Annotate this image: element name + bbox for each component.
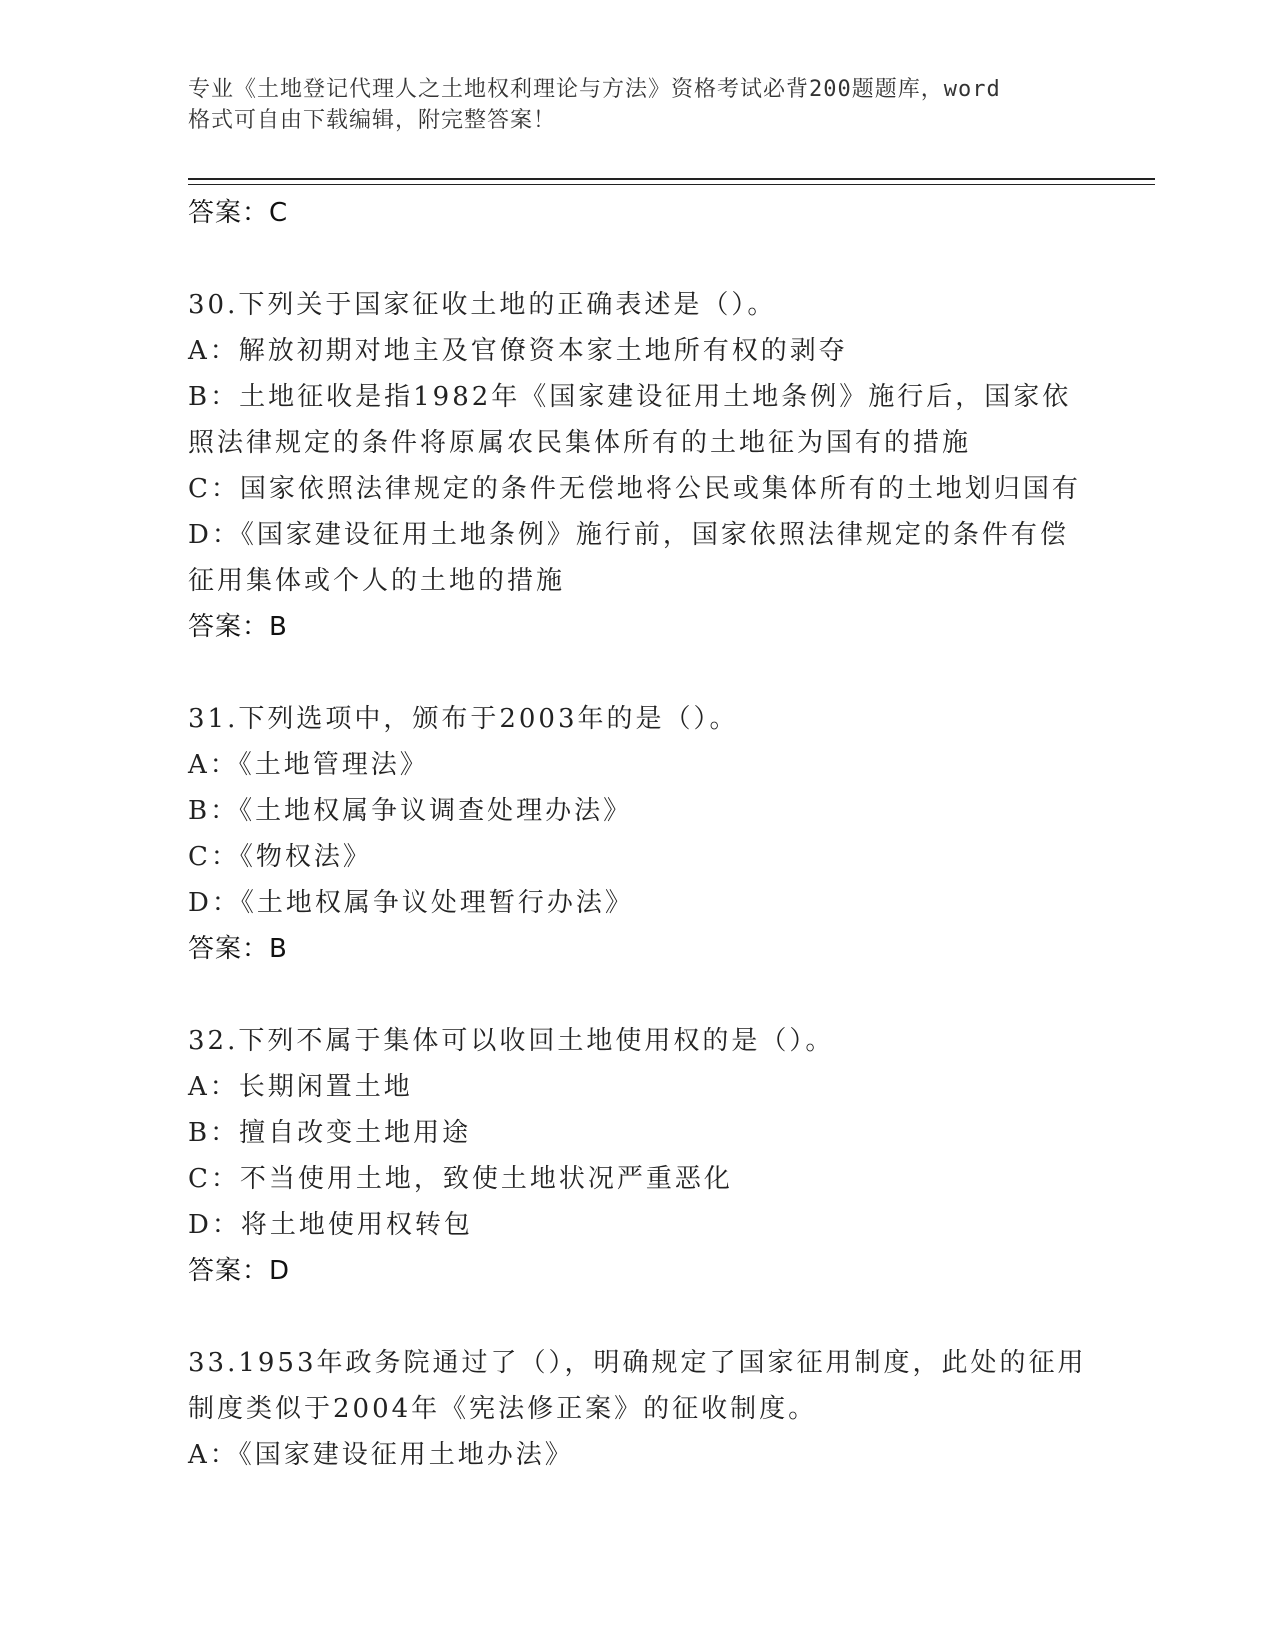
option-line: B：土地征收是指1982年《国家建设征用土地条例》施行后，国家依 xyxy=(188,382,1072,412)
answer-line: 答案：B xyxy=(188,612,288,642)
spacer xyxy=(188,1294,1088,1340)
question-block xyxy=(188,1018,1088,1294)
question-stem: 31.下列选项中，颁布于2003年的是（）。 xyxy=(188,704,739,734)
document-body xyxy=(188,190,1088,1478)
header-divider-thin xyxy=(188,184,1155,185)
option-line: C：《物权法》 xyxy=(188,842,372,872)
option-line: 照法律规定的条件将原属农民集体所有的土地征为国有的措施 xyxy=(188,428,972,458)
answer-line: 答案：B xyxy=(188,934,288,964)
answer-line: 答案：C xyxy=(188,198,289,228)
option-line: D：《国家建设征用土地条例》施行前，国家依照法律规定的条件有偿 xyxy=(188,520,1069,550)
question-block xyxy=(188,282,1088,650)
option-line: C：国家依照法律规定的条件无偿地将公民或集体所有的土地划归国有 xyxy=(188,474,1081,504)
question-stem: 33.1953年政务院通过了（），明确规定了国家征用制度，此处的征用 xyxy=(188,1348,1087,1378)
header-line-2: 格式可自由下载编辑，附完整答案！ xyxy=(188,108,557,133)
header-line-1: 专业《土地登记代理人之土地权利理论与方法》资格考试必背200题题库，word xyxy=(188,77,1001,102)
spacer xyxy=(188,236,1088,282)
option-line: B：《土地权属争议调查处理办法》 xyxy=(188,796,633,826)
option-line: D：将土地使用权转包 xyxy=(188,1210,473,1240)
question-stem-continued: 制度类似于2004年《宪法修正案》的征收制度。 xyxy=(188,1394,818,1424)
option-line: A：《国家建设征用土地办法》 xyxy=(188,1440,574,1470)
question-block xyxy=(188,696,1088,972)
question-stem: 30.下列关于国家征收土地的正确表述是（）。 xyxy=(188,290,777,320)
option-line: 征用集体或个人的土地的措施 xyxy=(188,566,566,596)
spacer xyxy=(188,972,1088,1018)
option-line: B：擅自改变土地用途 xyxy=(188,1118,472,1148)
option-line: C：不当使用土地，致使土地状况严重恶化 xyxy=(188,1164,733,1194)
option-line: A：《土地管理法》 xyxy=(188,750,429,780)
header-divider-thick xyxy=(188,178,1155,180)
option-line: D：《土地权属争议处理暂行办法》 xyxy=(188,888,634,918)
question-stem: 32.下列不属于集体可以收回土地使用权的是（）。 xyxy=(188,1026,835,1056)
option-line: A：长期闲置土地 xyxy=(188,1072,413,1102)
answer-line: 答案：D xyxy=(188,1256,291,1286)
question-block xyxy=(188,1340,1088,1478)
document-header xyxy=(188,74,1088,136)
option-line: A：解放初期对地主及官僚资本家土地所有权的剥夺 xyxy=(188,336,848,366)
spacer xyxy=(188,650,1088,696)
